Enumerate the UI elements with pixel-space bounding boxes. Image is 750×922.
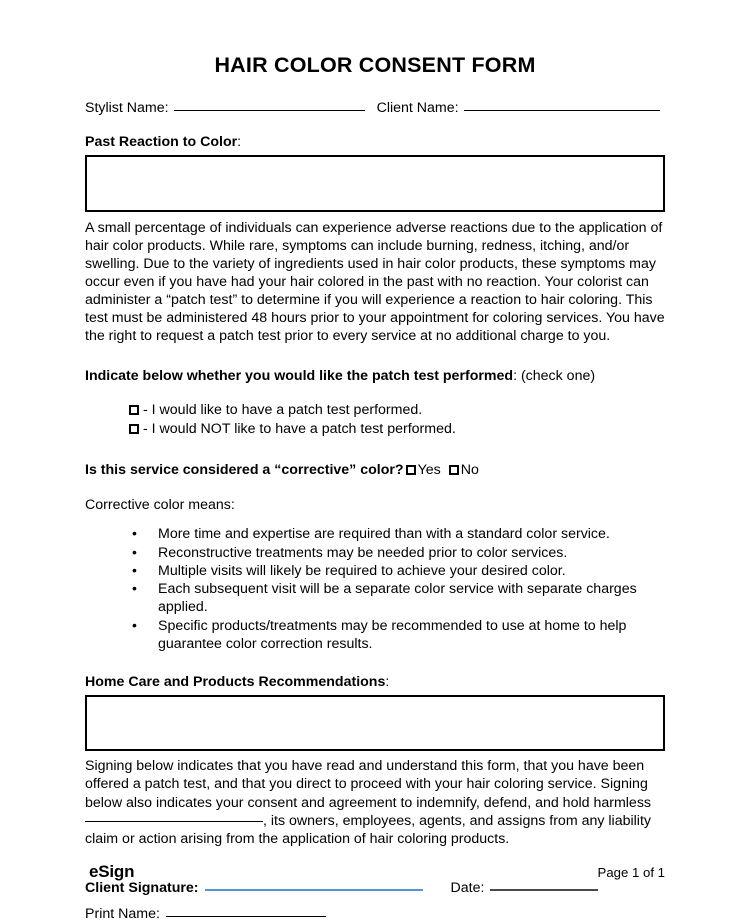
home-care-heading-bold: Home Care and Products Recommendations (85, 674, 386, 691)
list-item: • Reconstructive treatments may be needed prior to color services. (132, 544, 665, 562)
patch-option-no-label: - I would NOT like to have a patch test performed. (143, 421, 456, 438)
signing-paragraph-part2: , its owners, employees, agents, and assigns from any liability claim or action arising from the application of hair coloring products. (85, 812, 651, 847)
past-reaction-heading-colon: : (237, 133, 242, 150)
client-signature-input-line[interactable] (205, 889, 423, 891)
date-label: Date: (450, 879, 485, 896)
salon-name-input-line[interactable] (85, 821, 263, 822)
client-name-field[interactable] (377, 100, 660, 116)
list-item: • More time and expertise are required than with a standard color service. (132, 525, 665, 543)
past-reaction-heading-bold: Past Reaction to Color (85, 133, 238, 150)
patch-test-heading (85, 368, 665, 384)
home-care-heading (85, 674, 665, 690)
corrective-color-question-label: Is this service considered a “corrective” color? (85, 462, 404, 479)
list-item: • Specific products/treatments may be recommended to use at home to help guarantee color correction results. (132, 617, 665, 654)
client-signature-label: Client Signature: (85, 879, 199, 896)
stylist-name-label: Stylist Name: (85, 99, 169, 116)
past-reaction-textarea[interactable] (85, 155, 665, 212)
checkbox-patch-test-no[interactable] (129, 424, 139, 434)
name-fields-row (85, 100, 665, 116)
corrective-no-label: No (460, 462, 479, 479)
checkbox-patch-test-yes[interactable] (129, 405, 139, 415)
signature-block (85, 880, 665, 922)
stylist-name-field[interactable] (85, 100, 365, 116)
list-item: • Each subsequent visit will be a separate color service with separate charges applied. (132, 580, 665, 617)
esign-logo: eSign (89, 862, 135, 881)
client-signature-row (85, 880, 665, 896)
print-name-row (85, 906, 665, 922)
patch-option-yes-label: - I would like to have a patch test performed. (143, 402, 423, 419)
checkbox-corrective-yes[interactable] (406, 465, 416, 475)
corrective-bullet-list (85, 525, 665, 653)
print-name-label: Print Name: (85, 905, 160, 922)
signing-paragraph-part1: Signing below indicates that you have read and understand this form, that you have been offered a patch test, and that you direct to proceed with your hair coloring service. Signing below also indicates your consent and agreement to indemnify, defend, and hold harmless (85, 758, 652, 811)
past-reaction-heading (85, 134, 665, 150)
patch-test-heading-tail: : (check one) (513, 368, 596, 385)
signing-paragraph (85, 757, 665, 847)
client-name-label: Client Name: (376, 99, 459, 116)
patch-test-heading-bold: Indicate below whether you would like the patch test performed (85, 368, 514, 385)
stylist-name-input-line[interactable] (174, 110, 365, 111)
page-title: HAIR COLOR CONSENT FORM (214, 53, 536, 77)
patch-option-yes-row[interactable] (129, 401, 665, 420)
home-care-textarea[interactable] (85, 695, 665, 751)
corrective-color-question-row (85, 462, 665, 478)
corrective-means-label: Corrective color means: (85, 497, 235, 514)
page-indicator: Page 1 of 1 (597, 865, 665, 880)
page-footer (85, 862, 665, 882)
patch-test-options (85, 401, 665, 439)
list-item: • Multiple visits will likely be required to achieve your desired color. (132, 562, 665, 580)
patch-option-no-row[interactable] (129, 420, 665, 439)
corrective-yes-label: Yes (417, 462, 441, 479)
print-name-input-line[interactable] (166, 916, 326, 917)
intro-paragraph: A small percentage of individuals can experience adverse reactions due to the application of hair color products. While rare, symptoms can include burning, redness, itching, and/or swelling. Due to the variety of ingredients used in hair color products, these symptoms may occur even if you have had your hair colored in the past with no reaction. Your colorist can administer a “patch test” to determine if you will experience a reaction to hair coloring. This test must be administered 48 hours prior to your appointment for coloring services. You have the right to request a patch test prior to every service at no additional charge to you. (85, 219, 665, 345)
checkbox-corrective-no[interactable] (449, 465, 459, 475)
date-input-line[interactable] (490, 889, 598, 891)
home-care-heading-colon: : (385, 674, 390, 691)
client-name-input-line[interactable] (464, 110, 660, 111)
